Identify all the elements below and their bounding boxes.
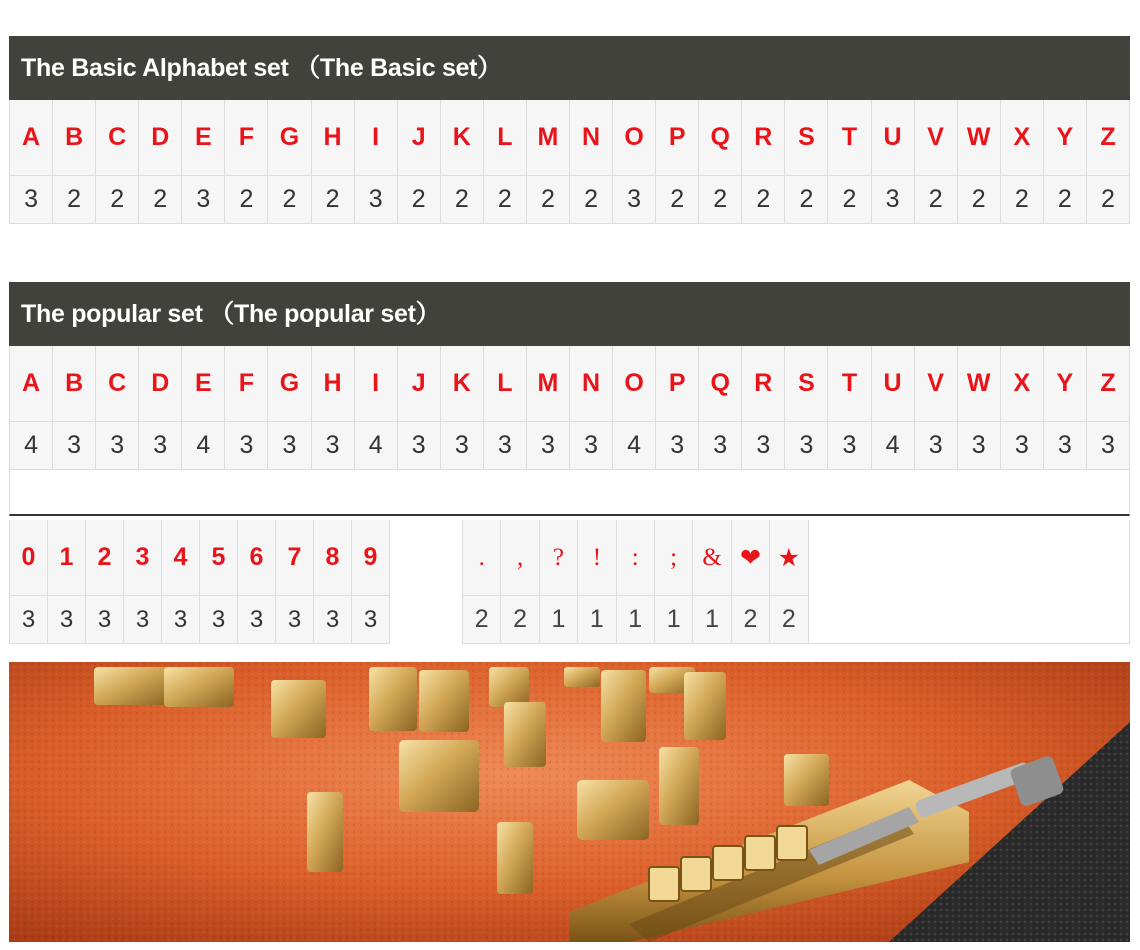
popular-letter-cell: Z [1087, 346, 1130, 422]
basic-letter-cell: R [742, 100, 785, 176]
popular-count-cell: 4 [10, 422, 53, 470]
leather-stamp-photo [9, 662, 1130, 942]
table-bottom-border [808, 643, 1130, 644]
digit-cell: 1 [48, 520, 86, 596]
digit-cell: 7 [276, 520, 314, 596]
popular-count-cell: 3 [225, 422, 268, 470]
popular-letter-cell: P [656, 346, 699, 422]
popular-count-cell: 3 [656, 422, 699, 470]
basic-letter-cell: A [10, 100, 53, 176]
popular-count-cell: 3 [441, 422, 484, 470]
basic-count-cell: 2 [139, 176, 182, 224]
popular-letter-cell: W [958, 346, 1001, 422]
popular-count-cell: 3 [742, 422, 785, 470]
digit-count-cell: 3 [276, 596, 314, 644]
digit-cell: 3 [124, 520, 162, 596]
popular-count-cell: 3 [312, 422, 355, 470]
basic-letter-cell: Q [699, 100, 742, 176]
basic-letter-cell: V [915, 100, 958, 176]
popular-count-cell: 3 [53, 422, 96, 470]
symbol-cell: , [501, 520, 539, 596]
digit-cell: 4 [162, 520, 200, 596]
popular-letter-row [9, 346, 1130, 422]
digit-table [9, 520, 390, 644]
digit-count-cell: 3 [162, 596, 200, 644]
basic-letter-cell: M [527, 100, 570, 176]
symbol-count-cell: 1 [655, 596, 693, 644]
digit-count-cell: 3 [314, 596, 352, 644]
basic-count-cell: 2 [53, 176, 96, 224]
digit-count-cell: 3 [352, 596, 390, 644]
popular-letter-cell: S [785, 346, 828, 422]
digit-count-cell: 3 [86, 596, 124, 644]
table-right-border [1129, 520, 1130, 644]
basic-letter-cell: J [398, 100, 441, 176]
basic-letter-cell: T [828, 100, 871, 176]
basic-letter-cell: L [484, 100, 527, 176]
basic-letter-cell: W [958, 100, 1001, 176]
popular-letter-cell: I [355, 346, 398, 422]
popular-count-cell: 3 [958, 422, 1001, 470]
symbol-cell: ❤ [732, 520, 770, 596]
symbol-count-cell: 1 [540, 596, 578, 644]
basic-count-cell: 2 [484, 176, 527, 224]
basic-count-cell: 3 [10, 176, 53, 224]
basic-count-cell: 2 [1087, 176, 1130, 224]
digit-cell: 9 [352, 520, 390, 596]
basic-count-cell: 2 [828, 176, 871, 224]
basic-letter-cell: N [570, 100, 613, 176]
symbol-count-cell: 1 [617, 596, 655, 644]
digit-count-cell: 3 [10, 596, 48, 644]
basic-count-cell: 2 [225, 176, 268, 224]
symbol-table [462, 520, 809, 644]
symbol-count-cell: 2 [463, 596, 501, 644]
popular-letter-cell: L [484, 346, 527, 422]
digit-cell: 2 [86, 520, 124, 596]
symbol-cell: & [693, 520, 731, 596]
popular-letter-cell: R [742, 346, 785, 422]
basic-count-cell: 3 [182, 176, 225, 224]
popular-letter-cell: O [613, 346, 656, 422]
basic-set-title: The Basic Alphabet set （The Basic set） [9, 36, 1130, 100]
basic-count-cell: 2 [527, 176, 570, 224]
spacer-row [9, 470, 1130, 516]
basic-count-cell: 2 [1001, 176, 1044, 224]
basic-letter-cell: D [139, 100, 182, 176]
symbol-cell: ; [655, 520, 693, 596]
basic-count-cell: 2 [656, 176, 699, 224]
popular-set-table [9, 282, 1130, 516]
popular-count-cell: 3 [699, 422, 742, 470]
basic-letter-cell: U [872, 100, 915, 176]
basic-count-cell: 2 [699, 176, 742, 224]
popular-letter-cell: H [312, 346, 355, 422]
popular-count-cell: 3 [570, 422, 613, 470]
symbol-count-cell: 2 [501, 596, 539, 644]
popular-count-row [9, 422, 1130, 470]
digit-count-cell: 3 [200, 596, 238, 644]
popular-count-cell: 3 [1001, 422, 1044, 470]
popular-letter-cell: B [53, 346, 96, 422]
digit-count-cell: 3 [124, 596, 162, 644]
basic-letter-cell: O [613, 100, 656, 176]
digit-cell: 5 [200, 520, 238, 596]
popular-letter-cell: V [915, 346, 958, 422]
popular-count-cell: 3 [268, 422, 311, 470]
symbol-cell: ! [578, 520, 616, 596]
basic-count-cell: 3 [872, 176, 915, 224]
popular-letter-cell: G [268, 346, 311, 422]
popular-letter-cell: X [1001, 346, 1044, 422]
digit-cell: 0 [10, 520, 48, 596]
digit-count-cell: 3 [48, 596, 86, 644]
popular-letter-cell: E [182, 346, 225, 422]
popular-letter-cell: A [10, 346, 53, 422]
symbol-count-cell: 2 [770, 596, 808, 644]
basic-count-cell: 2 [570, 176, 613, 224]
popular-letter-cell: T [828, 346, 871, 422]
basic-letter-cell: Z [1087, 100, 1130, 176]
basic-count-cell: 3 [355, 176, 398, 224]
popular-count-cell: 3 [398, 422, 441, 470]
popular-count-cell: 3 [139, 422, 182, 470]
basic-set-table [9, 36, 1130, 224]
basic-letter-cell: Y [1044, 100, 1087, 176]
basic-count-cell: 2 [742, 176, 785, 224]
symbol-count-cell: 2 [732, 596, 770, 644]
basic-letter-cell: P [656, 100, 699, 176]
product-photo [9, 662, 1130, 942]
basic-letter-cell: G [268, 100, 311, 176]
popular-letter-cell: C [96, 346, 139, 422]
popular-letter-cell: N [570, 346, 613, 422]
popular-count-cell: 4 [613, 422, 656, 470]
basic-letter-cell: H [312, 100, 355, 176]
popular-count-cell: 3 [1087, 422, 1130, 470]
symbol-cell: . [463, 520, 501, 596]
popular-letter-cell: Y [1044, 346, 1087, 422]
popular-letter-cell: U [872, 346, 915, 422]
basic-count-cell: 2 [398, 176, 441, 224]
basic-count-cell: 2 [915, 176, 958, 224]
basic-letter-cell: K [441, 100, 484, 176]
digit-count-cell: 3 [238, 596, 276, 644]
basic-letter-cell: C [96, 100, 139, 176]
symbol-count-cell: 1 [693, 596, 731, 644]
popular-letter-cell: F [225, 346, 268, 422]
popular-letter-cell: K [441, 346, 484, 422]
basic-letter-row [9, 100, 1130, 176]
popular-count-cell: 4 [872, 422, 915, 470]
popular-letter-cell: J [398, 346, 441, 422]
popular-letter-cell: Q [699, 346, 742, 422]
popular-count-cell: 3 [915, 422, 958, 470]
symbol-cell: ★ [770, 520, 808, 596]
digit-cell: 6 [238, 520, 276, 596]
basic-count-cell: 2 [312, 176, 355, 224]
popular-count-cell: 3 [828, 422, 871, 470]
symbol-count-cell: 1 [578, 596, 616, 644]
popular-count-cell: 3 [527, 422, 570, 470]
basic-letter-cell: E [182, 100, 225, 176]
popular-letter-cell: M [527, 346, 570, 422]
basic-count-cell: 2 [96, 176, 139, 224]
popular-count-cell: 3 [1044, 422, 1087, 470]
popular-count-cell: 3 [484, 422, 527, 470]
basic-count-row [9, 176, 1130, 224]
symbol-cell: ? [540, 520, 578, 596]
digit-cell: 8 [314, 520, 352, 596]
popular-count-cell: 4 [355, 422, 398, 470]
basic-count-cell: 2 [441, 176, 484, 224]
basic-letter-cell: I [355, 100, 398, 176]
basic-count-cell: 2 [958, 176, 1001, 224]
basic-count-cell: 2 [785, 176, 828, 224]
basic-letter-cell: F [225, 100, 268, 176]
basic-count-cell: 3 [613, 176, 656, 224]
popular-count-cell: 3 [785, 422, 828, 470]
symbol-cell: : [617, 520, 655, 596]
basic-count-cell: 2 [268, 176, 311, 224]
popular-count-cell: 4 [182, 422, 225, 470]
popular-letter-cell: D [139, 346, 182, 422]
popular-count-cell: 3 [96, 422, 139, 470]
basic-letter-cell: B [53, 100, 96, 176]
basic-letter-cell: X [1001, 100, 1044, 176]
basic-count-cell: 2 [1044, 176, 1087, 224]
popular-set-title: The popular set （The popular set） [9, 282, 1130, 346]
basic-letter-cell: S [785, 100, 828, 176]
